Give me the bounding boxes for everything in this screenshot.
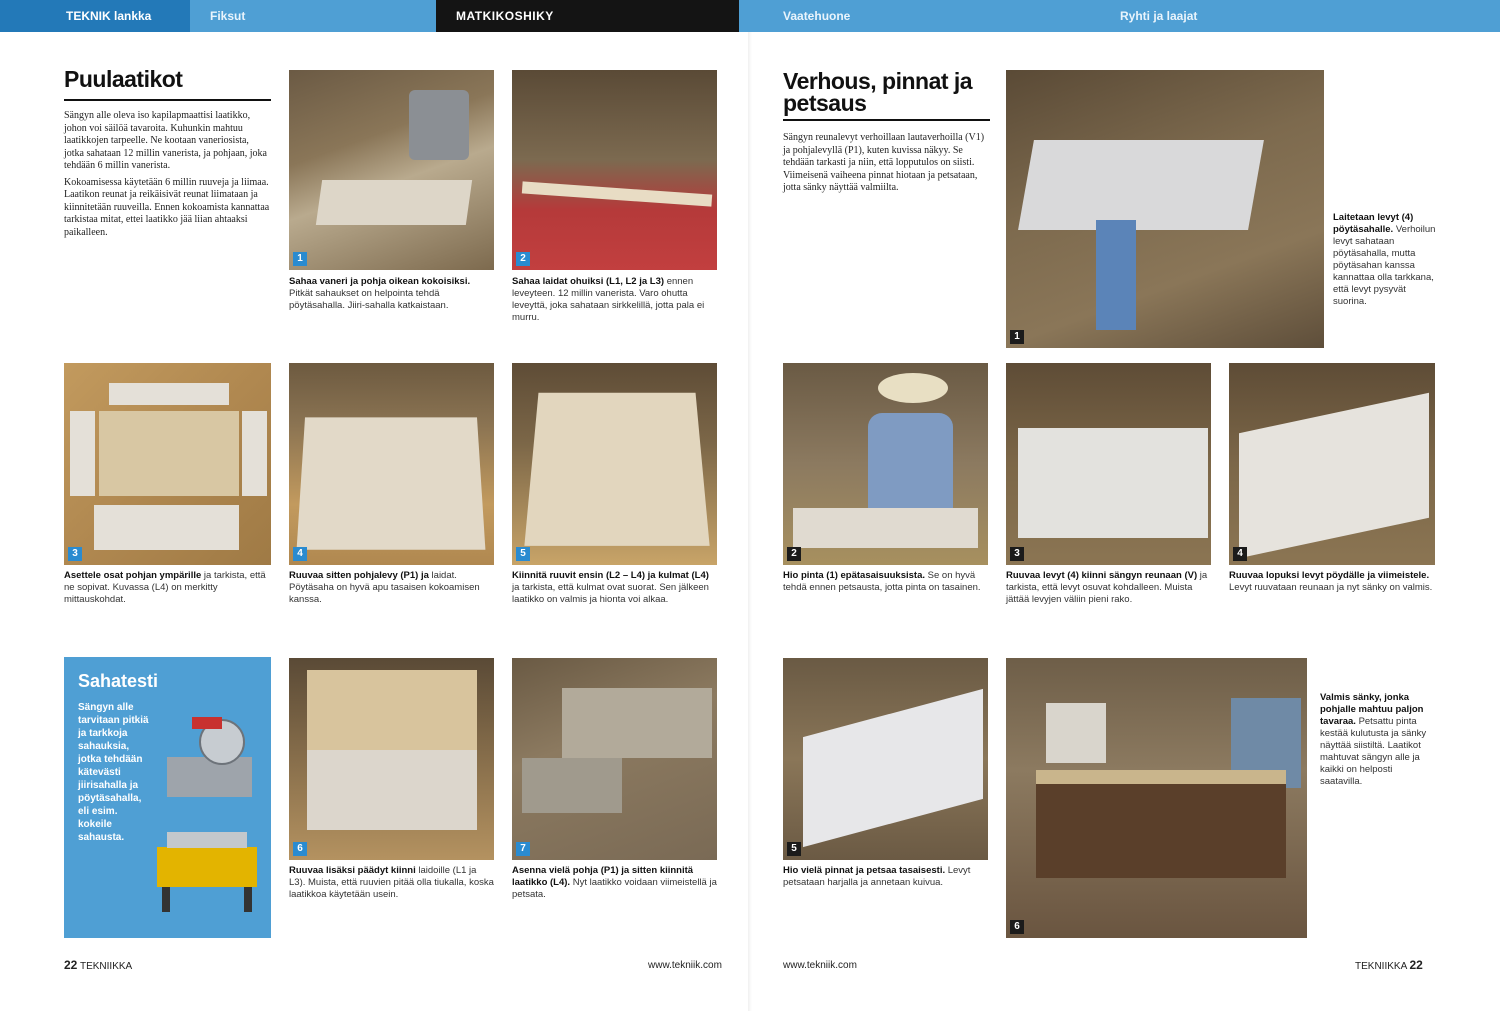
top-section-bar [0, 0, 1500, 32]
caption-right-6 [1320, 692, 1435, 788]
caption-step-1 [289, 276, 494, 312]
caption-text: laidoille (L1 ja L3). Muista, että ruuvien pitää olla tiukalla, koska laatikkoa käytetään usein. [289, 865, 494, 900]
caption-right-1 [1333, 212, 1438, 308]
photo-right-6 [1006, 658, 1307, 938]
step-number-badge: 4 [293, 547, 307, 561]
left-footer [64, 958, 132, 972]
caption-bold: Ruuvaa lisäksi päädyt kiinni [289, 865, 416, 876]
magazine-name: TEKNIIKKA [1355, 961, 1407, 972]
step-number-badge: 6 [293, 842, 307, 856]
right-title-line-2: petsaus [783, 90, 867, 116]
caption-step-5 [512, 570, 717, 606]
left-page-title: Puulaatikot [64, 66, 183, 92]
right-footer-url: www.tekniik.com [783, 960, 857, 971]
step-number-badge: 1 [293, 252, 307, 266]
caption-text: laidat. Pöytäsaha on hyvä apu tasaisen kokoamisen kanssa. [289, 570, 480, 605]
page-number: 22 [64, 958, 78, 972]
caption-text: Verhoilun levyt sahataan pöytäsahalla, mutta pöytäsahan kanssa kannattaa olla tarkkana, että levyt pysyvät suorina. [1333, 224, 1436, 307]
caption-bold: Sahaa laidat ohuiksi (L1, L2 ja L3) [512, 276, 665, 287]
caption-bold: Valmis sänky, jonka pohjalle mahtuu paljon tavaraa. [1320, 692, 1424, 727]
sidebox-sahatesti [64, 657, 271, 938]
step-number-badge: 6 [1010, 920, 1024, 934]
right-intro-text: Sängyn reunalevyt verhoillaan lautaverhoilla (V1) ja pohjalevyllä (P1), kuten kuvissa näkyy. Se tehdään tarkasti ja niin, että lopputulos on siisti. Viimeisenä vaiheena pinnat hiotaan ja petsataan, jotta sänky näyttää valmiilta. [783, 132, 985, 193]
step-number-badge: 2 [787, 547, 801, 561]
right-title-rule [783, 119, 990, 121]
sidebox-title: Sahatesti [78, 671, 159, 691]
photo-step-7 [512, 658, 717, 860]
caption-text: ja tarkista, että ne sopivat. Kuvassa (L4) on merkitty mittauskohdat. [64, 570, 266, 605]
caption-step-7 [512, 865, 717, 901]
caption-text: Nyt laatikko voidaan viimeistellä ja petsata. [512, 877, 717, 900]
caption-step-2 [512, 276, 717, 324]
caption-text: Pitkät sahaukset on helpointa tehdä pöytäsahalla. Jiiri-sahalla katkaistaan. [289, 288, 449, 311]
section-label-left: Fiksut [210, 9, 246, 23]
left-title-rule [64, 99, 271, 101]
caption-text: Petsattu pinta kestää kulutusta ja sänky näyttää siistiltä. Laatikot mahtuvat sängyn alle ja kaikki on helposti saatavilla. [1320, 716, 1427, 787]
caption-step-6 [289, 865, 494, 901]
caption-bold: Asettele osat pohjan ympärille [64, 570, 202, 581]
caption-text: ja tarkista, että levyt osuvat kohdalleen. Muista jättää levyjen väliin pieni rako. [1006, 570, 1208, 605]
page-number: 22 [1409, 958, 1423, 972]
photo-right-2 [783, 363, 988, 565]
photo-step-3 [64, 363, 271, 565]
caption-bold: Hio pinta (1) epätasaisuuksista. [783, 570, 926, 581]
section-label-right-1: Vaatehuone [783, 9, 851, 23]
left-intro-p1: Sängyn alle oleva iso kapilapmaattisi laatikko, johon voi säilöä tavaroita. Kuhunkin mahtuu laatikkojen tarpeelle. Ne kootaan vaneriosista, jotka sahataan 12 millin vanerista, ja pohjaan, joka tehdään 6 millin vanerista. [64, 110, 267, 171]
photo-right-5 [783, 658, 988, 860]
right-title-line-1: Verhous, pinnat ja [783, 68, 973, 94]
caption-text: Levyt ruuvataan reunaan ja nyt sänky on valmis. [1229, 582, 1433, 593]
caption-bold: Sahaa vaneri ja pohja oikean kokoisiksi. [289, 276, 471, 287]
caption-right-4 [1229, 570, 1435, 594]
section-label-right-2: Ryhti ja laajat [1120, 9, 1198, 23]
saw-illustration-icon [152, 697, 267, 927]
caption-bold: Ruuvaa levyt (4) kiinni sängyn reunaan (V) [1006, 570, 1198, 581]
right-page-title [783, 70, 972, 114]
step-number-badge: 5 [787, 842, 801, 856]
sidebox-text: Sängyn alle tarvitaan pitkiä ja tarkkoja sahauksia, jotka tehdään kätevästi jiirisahalla ja pöytäsahalla, eli esim. kokeile sahausta. [78, 702, 149, 843]
photo-step-6 [289, 658, 494, 860]
photo-step-1 [289, 70, 494, 270]
step-number-badge: 2 [516, 252, 530, 266]
left-footer-url: www.tekniik.com [648, 960, 722, 971]
caption-bold: Laitetaan levyt (4) pöytäsahalle. [1333, 212, 1414, 235]
caption-bold: Ruuvaa lopuksi levyt pöydälle ja viimeistele. [1229, 570, 1430, 581]
photo-step-4 [289, 363, 494, 565]
photo-right-3 [1006, 363, 1211, 565]
step-number-badge: 1 [1010, 330, 1024, 344]
caption-bold: Asenna vielä pohja (P1) ja sitten kiinnitä laatikko (L4). [512, 865, 694, 888]
caption-bold: Ruuvaa sitten pohjalevy (P1) ja [289, 570, 429, 581]
caption-bold: Kiinnitä ruuvit ensin (L2 – L4) ja kulmat (L4) [512, 570, 709, 581]
step-number-badge: 3 [68, 547, 82, 561]
photo-right-4 [1229, 363, 1435, 565]
brand-label: TEKNIK lankka [0, 0, 190, 32]
caption-step-3 [64, 570, 271, 606]
magazine-name: TEKNIIKKA [79, 961, 133, 972]
photo-step-5 [512, 363, 717, 565]
step-number-badge: 7 [516, 842, 530, 856]
page-gutter [748, 32, 752, 1011]
caption-text: ennen leveyteen. 12 millin vanerista. Varo ohutta leveyttä, joka sahataan sirkkelillä, jotta pala ei murru. [512, 276, 705, 323]
step-number-badge: 5 [516, 547, 530, 561]
caption-bold: Hio vielä pinnat ja petsaa tasaisesti. [783, 865, 946, 876]
caption-text: Se on hyvä tehdä ennen petsausta, jotta pinta on tasainen. [783, 570, 981, 593]
caption-right-2 [783, 570, 988, 594]
photo-step-2 [512, 70, 717, 270]
section-label-center: MATKIKOSHIKY [436, 0, 739, 32]
right-footer [1355, 958, 1423, 972]
step-number-badge: 3 [1010, 547, 1024, 561]
caption-text: ja tarkista, että kulmat ovat suorat. Sen jälkeen laatikko on valmis ja hionta voi alkaa. [512, 582, 709, 605]
caption-text: Levyt petsataan harjalla ja annetaan kuivua. [783, 865, 971, 888]
caption-step-4 [289, 570, 494, 606]
caption-right-3 [1006, 570, 1211, 606]
left-intro-text [64, 110, 271, 243]
step-number-badge: 4 [1233, 547, 1247, 561]
left-intro-p2: Kokoamisessa käytetään 6 millin ruuveja ja liimaa. Laatikon reunat ja reikäisivät reunat liimataan ja kiinnitetään ruuveilla. Ennen kokoamista kannattaa tarkistaa mitat, ettei laatikko jää liian ahtaaksi paikalleen. [64, 176, 270, 238]
photo-right-1 [1006, 70, 1324, 348]
caption-right-5 [783, 865, 988, 889]
